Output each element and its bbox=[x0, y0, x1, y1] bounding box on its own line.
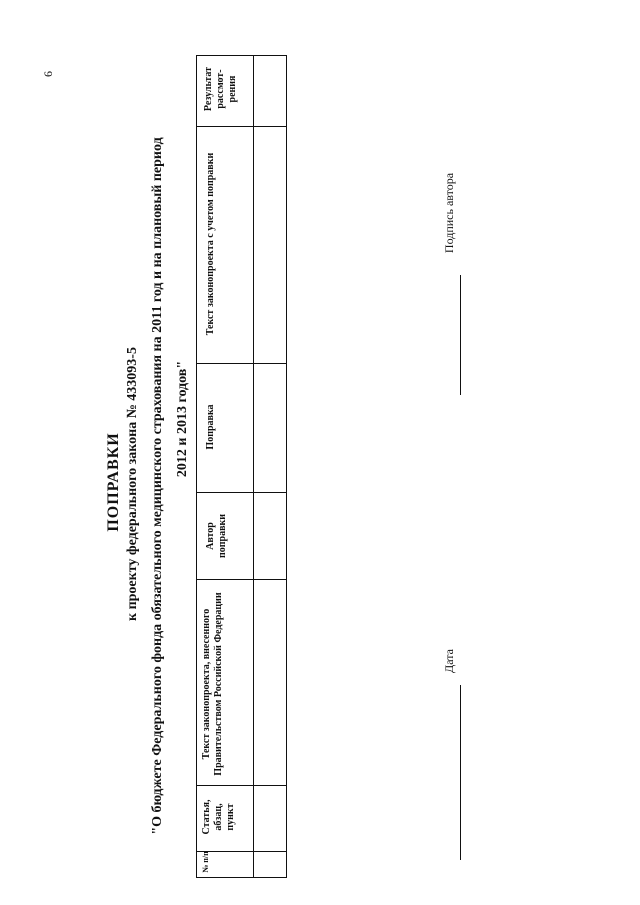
header-government-text: Текст законопроекта, внесенного Правительством Российской Федерации bbox=[201, 592, 224, 776]
signature-line bbox=[460, 275, 461, 395]
page-number: 6 bbox=[41, 71, 55, 77]
document-title: ПОПРАВКИ bbox=[105, 432, 122, 532]
header-number: № п/п bbox=[201, 851, 210, 873]
header-article: Статья, абзац, пункт bbox=[201, 799, 236, 835]
header-result: Результат рассмот-рения bbox=[203, 66, 238, 112]
date-line bbox=[460, 685, 461, 860]
document-subtitle: к проекту федерального закона № 433093-5 bbox=[125, 347, 140, 621]
header-amendment: Поправка bbox=[205, 404, 216, 450]
signature-label: Подпись автора bbox=[442, 172, 456, 254]
law-title-line-1: "О бюджете Федерального фонда обязательного медицинского страхования на 2011 год и на плановый период bbox=[150, 137, 165, 835]
law-title-line-2: 2012 и 2013 годов" bbox=[175, 360, 190, 478]
header-author: Автор поправки bbox=[205, 514, 228, 559]
amendments-table bbox=[196, 55, 287, 878]
header-text-with-amendment: Текст законопроекта с учетом поправки bbox=[205, 152, 216, 336]
header-separator bbox=[253, 56, 254, 877]
date-label: Дата bbox=[442, 649, 456, 673]
